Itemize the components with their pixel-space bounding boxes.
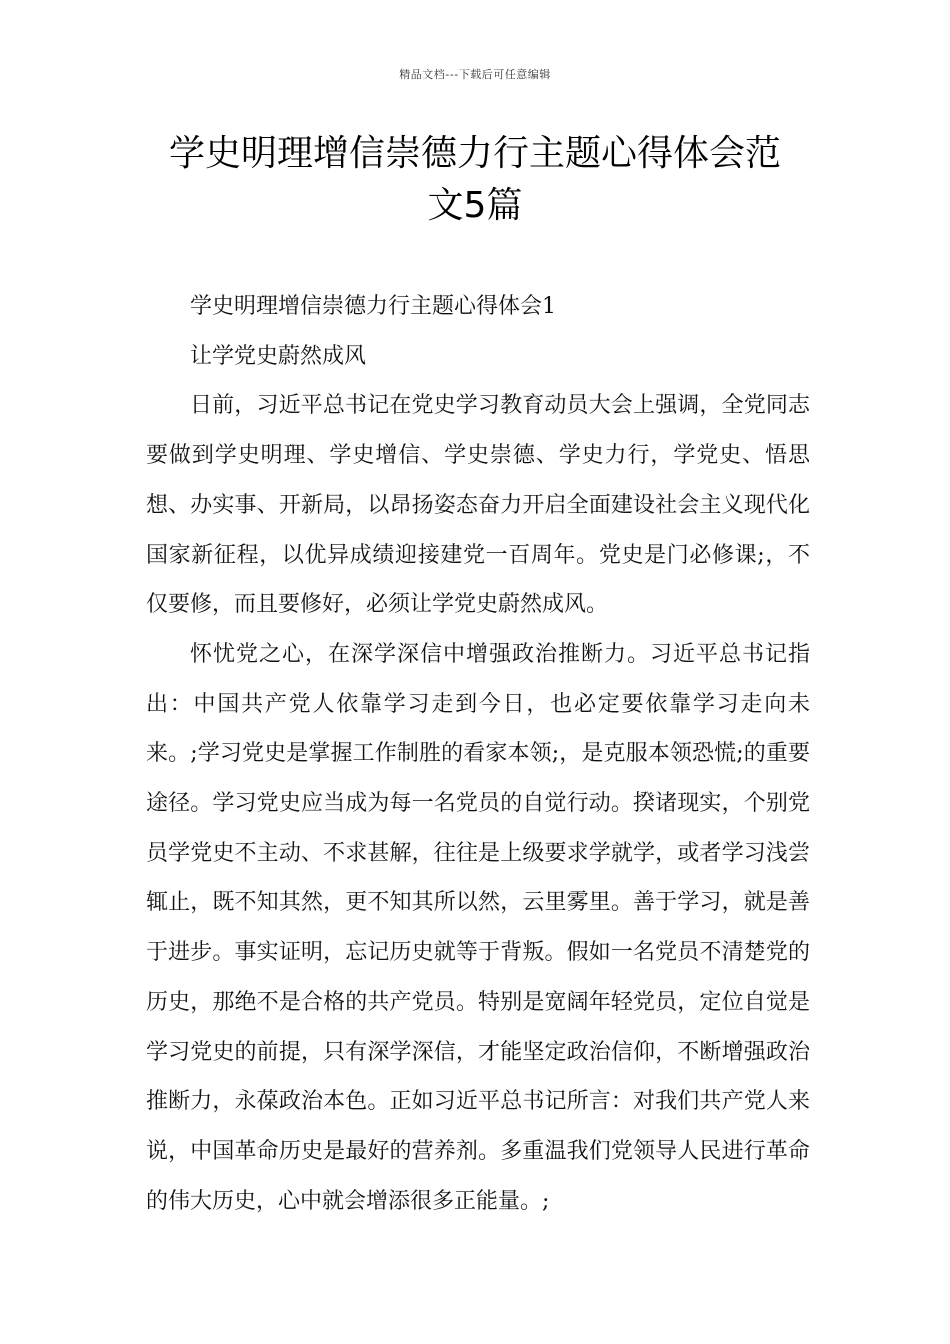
body-paragraph: 怀忧党之心，在深学深信中增强政治推断力。习近平总书记指出：中国共产党人依靠学习走到今日，也必定要依靠学习走向未来。;学习党史是掌握工作制胜的看家本领;，是克服本领恐慌;的重要途径。学习党史应当成为每一名党员的自觉行动。揆诸现实，个别党员学党史不主动、不求甚解，往往是上级要求学就学，或者学习浅尝辄止，既不知其然，更不知其所以然，云里雾里。善于学习，就是善于进步。事实证明，忘记历史就等于背叛。假如一名党员不清楚党的历史，那绝不是合格的共产党员。特别是宽阔年轻党员，定位自觉是学习党史的前提，只有深学深信，才能坚定政治信仰，不断增强政治推断力，永葆政治本色。正如习近平总书记所言：对我们共产党人来说，中国革命历史是最好的营养剂。多重温我们党领导人民进行革命的伟大历史，心中就会增添很多正能量。; (146, 641, 810, 1214)
document-body (146, 282, 810, 1226)
page-header-watermark: 精品文档---下载后可任意编辑 (399, 68, 551, 81)
document-title (140, 128, 810, 232)
section-subtitle: 学史明理增信崇德力行主题心得体会1 (190, 294, 556, 319)
document-title-line-2: 文5篇 (427, 185, 523, 226)
body-paragraph: 日前，习近平总书记在党史学习教育动员大会上强调，全党同志要做到学史明理、学史增信、学史崇德、学史力行，学党史、悟思想、办实事、开新局，以昂扬姿态奋力开启全面建设社会主义现代化国家新征程，以优异成绩迎接建党一百周年。党史是门必修课;，不仅要修，而且要修好，必须让学党史蔚然成风。 (146, 393, 810, 618)
document-title-line-1: 学史明理增信崇德力行主题心得体会范 (168, 133, 781, 174)
section-heading: 让学党史蔚然成风 (190, 343, 367, 369)
